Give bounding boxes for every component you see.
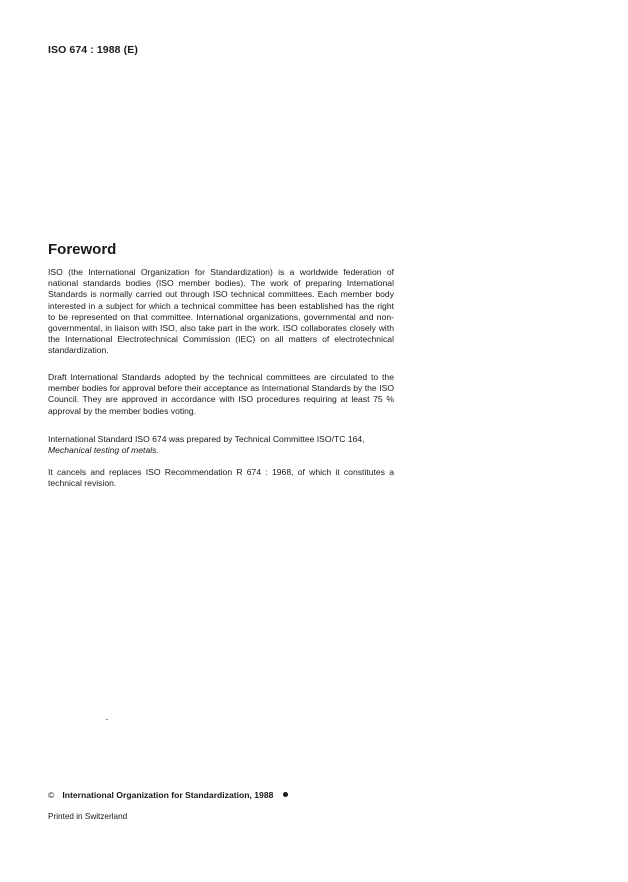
bullet-icon bbox=[283, 792, 288, 797]
foreword-paragraph-1: ISO (the International Organization for Standardization) is a worldwide federation of national standards bodies (ISO member bodies). The work of preparing International Standards is normally carried out through ISO technical committees. Each member body interested in a subject for which a technical committee has been established has the right to be represented on that committee. International organizations, governmental and non-governmental, in liaison with ISO, also take part in the work. ISO collaborates closely with the International Electrotechnical Commission (IEC) on all matters of electrotechnical standardization. bbox=[48, 267, 394, 356]
copyright-text: International Organization for Standardization, 1988 bbox=[62, 790, 274, 800]
copyright-line bbox=[48, 790, 288, 800]
copyright-icon: © bbox=[48, 790, 55, 800]
foreword-paragraph-4: It cancels and replaces ISO Recommendation R 674 : 1968, of which it constitutes a technical revision. bbox=[48, 467, 394, 489]
committee-title: Mechanical testing of metals. bbox=[48, 445, 159, 456]
document-header: ISO 674 : 1988 (E) bbox=[48, 44, 138, 56]
page-title: Foreword bbox=[48, 241, 117, 258]
printed-line: Printed in Switzerland bbox=[48, 812, 128, 821]
speck-mark bbox=[106, 719, 108, 720]
paragraph-3-text: International Standard ISO 674 was prepared by Technical Committee ISO/TC 164, bbox=[48, 434, 365, 444]
foreword-paragraph-2: Draft International Standards adopted by the technical committees are circulated to the member bodies for approval before their acceptance as International Standards by the ISO Council. They are approved in accordance with ISO procedures requiring at least 75 % approval by the member bodies voting. bbox=[48, 372, 394, 416]
foreword-paragraph-3 bbox=[48, 434, 394, 456]
